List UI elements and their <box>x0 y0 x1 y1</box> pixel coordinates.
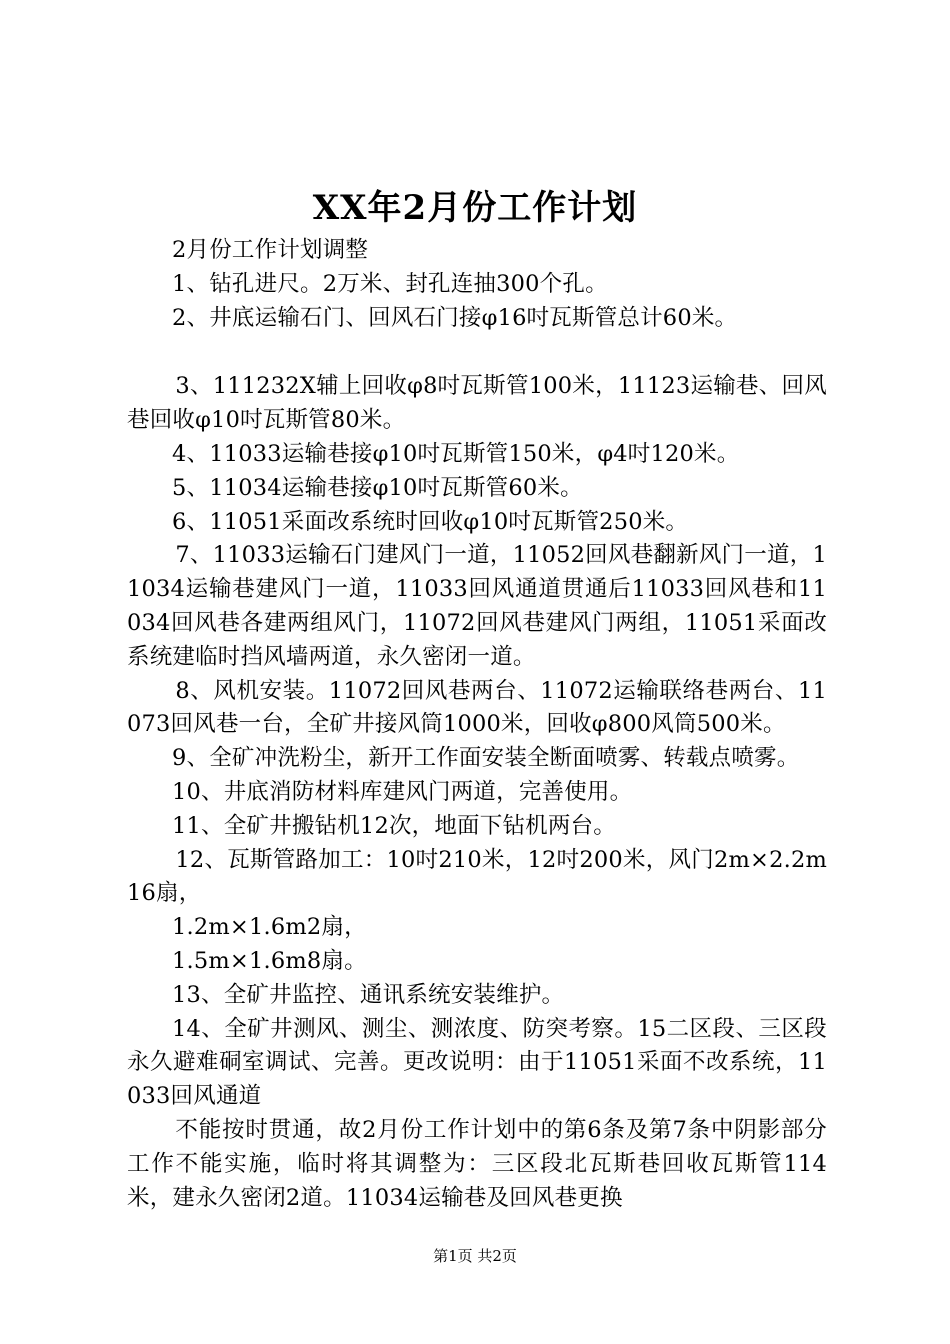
paragraph-item-6: 6、11051采面改系统时回收φ10吋瓦斯管250米。 <box>172 508 689 535</box>
paragraph-item-12-size-3: 1.5m×1.6m8扇。 <box>172 947 367 974</box>
paragraph-item-10: 10、井底消防材料库建风门两道，完善使用。 <box>172 778 633 805</box>
document-body <box>127 234 827 1215</box>
paragraph-item-14: 14、全矿井测风、测尘、测浓度、防突考察。15二区段、三区段永久避难硐室调试、完善。更改说明：由于11051采面不改系统，11033回风通道 <box>127 1015 827 1110</box>
paragraph-item-3: 3、111232X辅上回收φ8吋瓦斯管100米，11123运输巷、回风巷回收φ10吋瓦斯管80米。 <box>127 373 827 434</box>
paragraph-spacer <box>127 335 827 370</box>
paragraph-subtitle: 2月份工作计划调整 <box>172 237 369 263</box>
paragraph-item-4: 4、11033运输巷接φ10吋瓦斯管150米，φ4吋120米。 <box>172 440 740 467</box>
document-title: XX年2月份工作计划 <box>312 188 638 228</box>
paragraph-item-11: 11、全矿井搬钻机12次，地面下钻机两台。 <box>172 812 616 839</box>
paragraph-item-12-size-2: 1.2m×1.6m2扇， <box>172 914 367 941</box>
paragraph-item-12: 12、瓦斯管路加工：10吋210米，12吋200米，风门2m×2.2m16扇， <box>127 846 827 907</box>
paragraph-item-5: 5、11034运输巷接φ10吋瓦斯管60米。 <box>172 474 583 501</box>
paragraph-item-9: 9、全矿冲洗粉尘，新开工作面安装全断面喷雾、转载点喷雾。 <box>172 745 800 772</box>
paragraph-change-note: 不能按时贯通，故2月份工作计划中的第6条及第7条中阴影部分工作不能实施，临时将其调整为：三区段北瓦斯巷回收瓦斯管114米，建永久密闭2道。11034运输巷及回风巷更换 <box>127 1116 827 1211</box>
paragraph-item-13: 13、全矿井监控、通讯系统安装维护。 <box>172 981 565 1008</box>
paragraph-item-1: 1、钻孔进尺。2万米、封孔连抽300个孔。 <box>172 270 608 297</box>
page-number-footer: 第1页 共2页 <box>433 1247 517 1265</box>
paragraph-item-2: 2、井底运输石门、回风石门接φ16吋瓦斯管总计60米。 <box>172 304 738 331</box>
paragraph-item-8: 8、风机安装。11072回风巷两台、11072运输联络巷两台、11073回风巷一台，全矿井接风筒1000米，回收φ800风筒500米。 <box>127 677 827 738</box>
paragraph-item-7: 7、11033运输石门建风门一道，11052回风巷翻新风门一道，11034运输巷建风门一道，11033回风通道贯通后11033回风巷和11034回风巷各建两组风门，11072回风巷建风门两组，11051采面改系统建临时挡风墙两道，永久密闭一道。 <box>127 542 827 670</box>
